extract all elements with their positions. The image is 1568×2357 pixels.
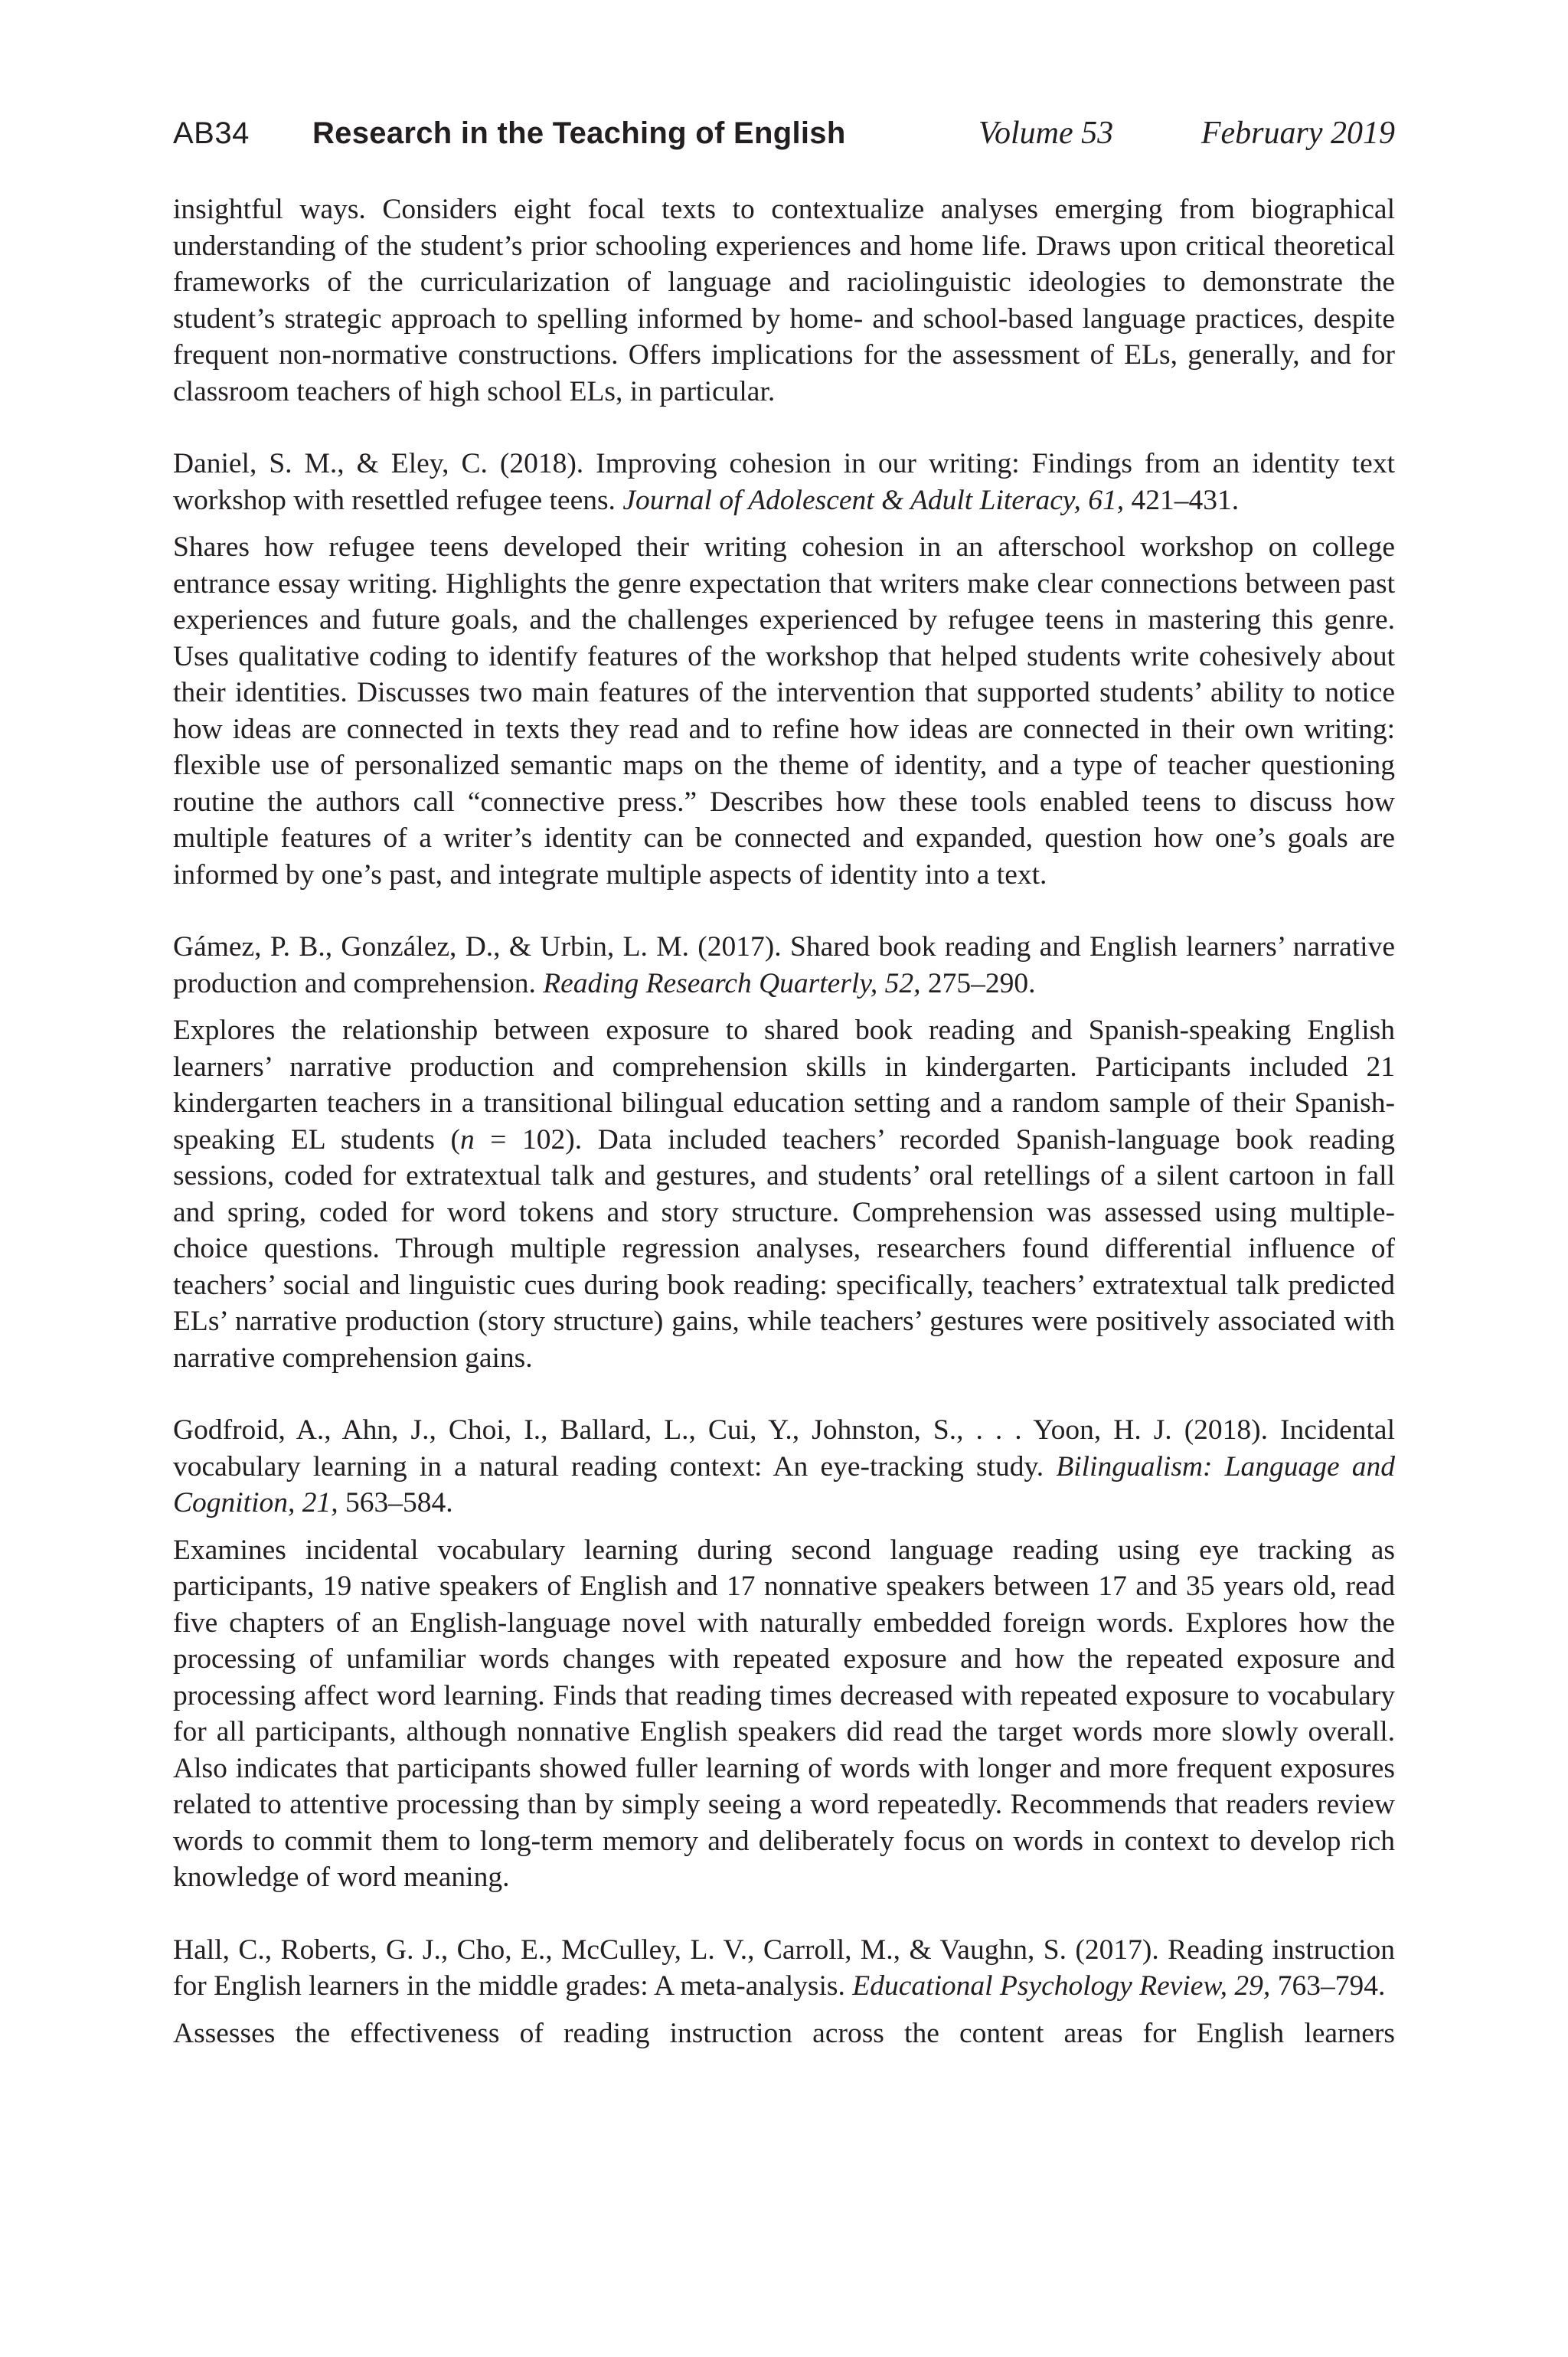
- citation-journal: Reading Research Quarterly, 52,: [543, 967, 921, 999]
- bibliography-entry: [173, 929, 1395, 1376]
- citation-authors-title: Godfroid, A., Ahn, J., Choi, I., Ballard, L., Cui, Y., Johnston, S., . . . Yoon, H. J. (2018). Incidental vocabulary learning in a natural reading context: An eye-tracking study.: [173, 1414, 1395, 1483]
- annotation: Shares how refugee teens developed their writing cohesion in an afterschool workshop on college entrance essay writing. Highlights the genre expectation that writers make clear connections between past experiences and future goals, and the challenges experienced by refugee teens in mastering this genre. Uses qualitative coding to identify features of the workshop that helped students write cohesively about their identities. Discusses two main features of the intervention that supported students’ ability to notice how ideas are connected in texts they read and to refine how ideas are connected in their own writing: flexible use of personalized semantic maps on the theme of identity, and a type of teacher questioning routine the authors call “connective press.” Describes how these tools enabled teens to discuss how multiple features of a writer’s identity can be connected and expanded, question how one’s goals are informed by one’s past, and integrate multiple aspects of identity into a text.: [173, 531, 1395, 891]
- bibliography-entry: [173, 1932, 1395, 2052]
- annotation-text: = 102). Data included teachers’ recorded Spanish-language book reading sessions, coded for extratextual talk and gestures, and students’ oral retellings of a silent cartoon in fall and spring, coded for word tokens and story structure. Comprehension was assessed using multiple-choice questions. Through multiple regression analyses, researchers found differential influence of teachers’ social and linguistic cues during book reading: specifically, teachers’ extratextual talk predicted ELs’ narrative production (story structure) gains, while teachers’ gestures were positively associated with narrative comprehension gains.: [173, 1123, 1395, 1374]
- citation-pages: 563–584.: [338, 1487, 453, 1518]
- citation-journal: Bilingualism: Language and Cognition, 21,: [173, 1450, 1395, 1518]
- running-head: [173, 115, 1395, 158]
- citation: [173, 1932, 1395, 2005]
- citation-pages: 763–794.: [1270, 1970, 1386, 2002]
- bibliography-entry: [173, 1412, 1395, 1896]
- annotation: Assesses the effectiveness of reading instruction across the content areas for English learners: [173, 2017, 1395, 2049]
- annotation-text: Explores the relationship between exposure to shared book reading and Spanish-speaking English learners’ narrative production and comprehension skills in kindergarten. Participants included 21 kindergarten teachers in a transitional bilingual education setting and a random sample of their Spanish-speaking EL students (: [173, 1015, 1395, 1156]
- citation-authors-title: Hall, C., Roberts, G. J., Cho, E., McCulley, L. V., Carroll, M., & Vaughn, S. (2017). Reading instruction for English learners in the middle grades: A meta-analysis.: [173, 1934, 1395, 2002]
- continued-annotation: insightful ways. Considers eight focal texts to contextualize analyses emerging from biographical understanding of the student’s prior schooling experiences and home life. Draws upon critical theoretical frameworks of the curricularization of language and raciolinguistic ideologies to demonstrate the student’s strategic approach to spelling informed by home- and school-based language practices, despite frequent non-normative constructions. Offers implications for the assessment of ELs, generally, and for classroom teachers of high school ELs, in particular.: [173, 194, 1395, 407]
- body-text: [173, 191, 1395, 2051]
- page: [173, 115, 1395, 2051]
- sample-size-symbol: n: [459, 1123, 475, 1156]
- citation-pages: 275–290.: [920, 967, 1036, 999]
- citation: [173, 446, 1395, 518]
- annotation: [173, 1012, 1395, 1376]
- citation-authors-title: Daniel, S. M., & Eley, C. (2018). Improving cohesion in our writing: Findings from an identity text workshop with resettled refugee teens.: [173, 448, 1395, 516]
- annotation: Examines incidental vocabulary learning during second language reading using eye tracking as participants, 19 native speakers of English and 17 nonnative speakers between 17 and 35 years old, read five chapters of an English-language novel with naturally embedded foreign words. Explores how the processing of unfamiliar words changes with repeated exposure and how the repeated exposure and processing affect word learning. Finds that reading times decreased with repeated exposure to vocabulary for all participants, although nonnative English speakers did read the target words more slowly overall. Also indicates that participants showed fuller learning of words with longer and more frequent exposures related to attentive processing than by simply seeing a word repeatedly. Recommends that readers review words to commit them to long-term memory and deliberately focus on words in context to develop rich knowledge of word meaning.: [173, 1534, 1395, 1893]
- issue-date: February 2019: [1200, 116, 1395, 151]
- citation-journal: Educational Psychology Review, 29,: [852, 1970, 1271, 2002]
- page-number: AB34: [173, 116, 250, 150]
- citation: [173, 929, 1395, 1002]
- citation: [173, 1412, 1395, 1522]
- journal-title: Research in the Teaching of English: [312, 116, 846, 150]
- citation-authors-title: Gámez, P. B., González, D., & Urbin, L. M. (2017). Shared book reading and English learners’ narrative production and comprehension.: [173, 931, 1395, 999]
- citation-journal: Journal of Adolescent & Adult Literacy, 61,: [622, 484, 1125, 516]
- volume-label: Volume 53: [978, 116, 1114, 151]
- bibliography-entry: [173, 446, 1395, 893]
- citation-pages: 421–431.: [1124, 484, 1240, 516]
